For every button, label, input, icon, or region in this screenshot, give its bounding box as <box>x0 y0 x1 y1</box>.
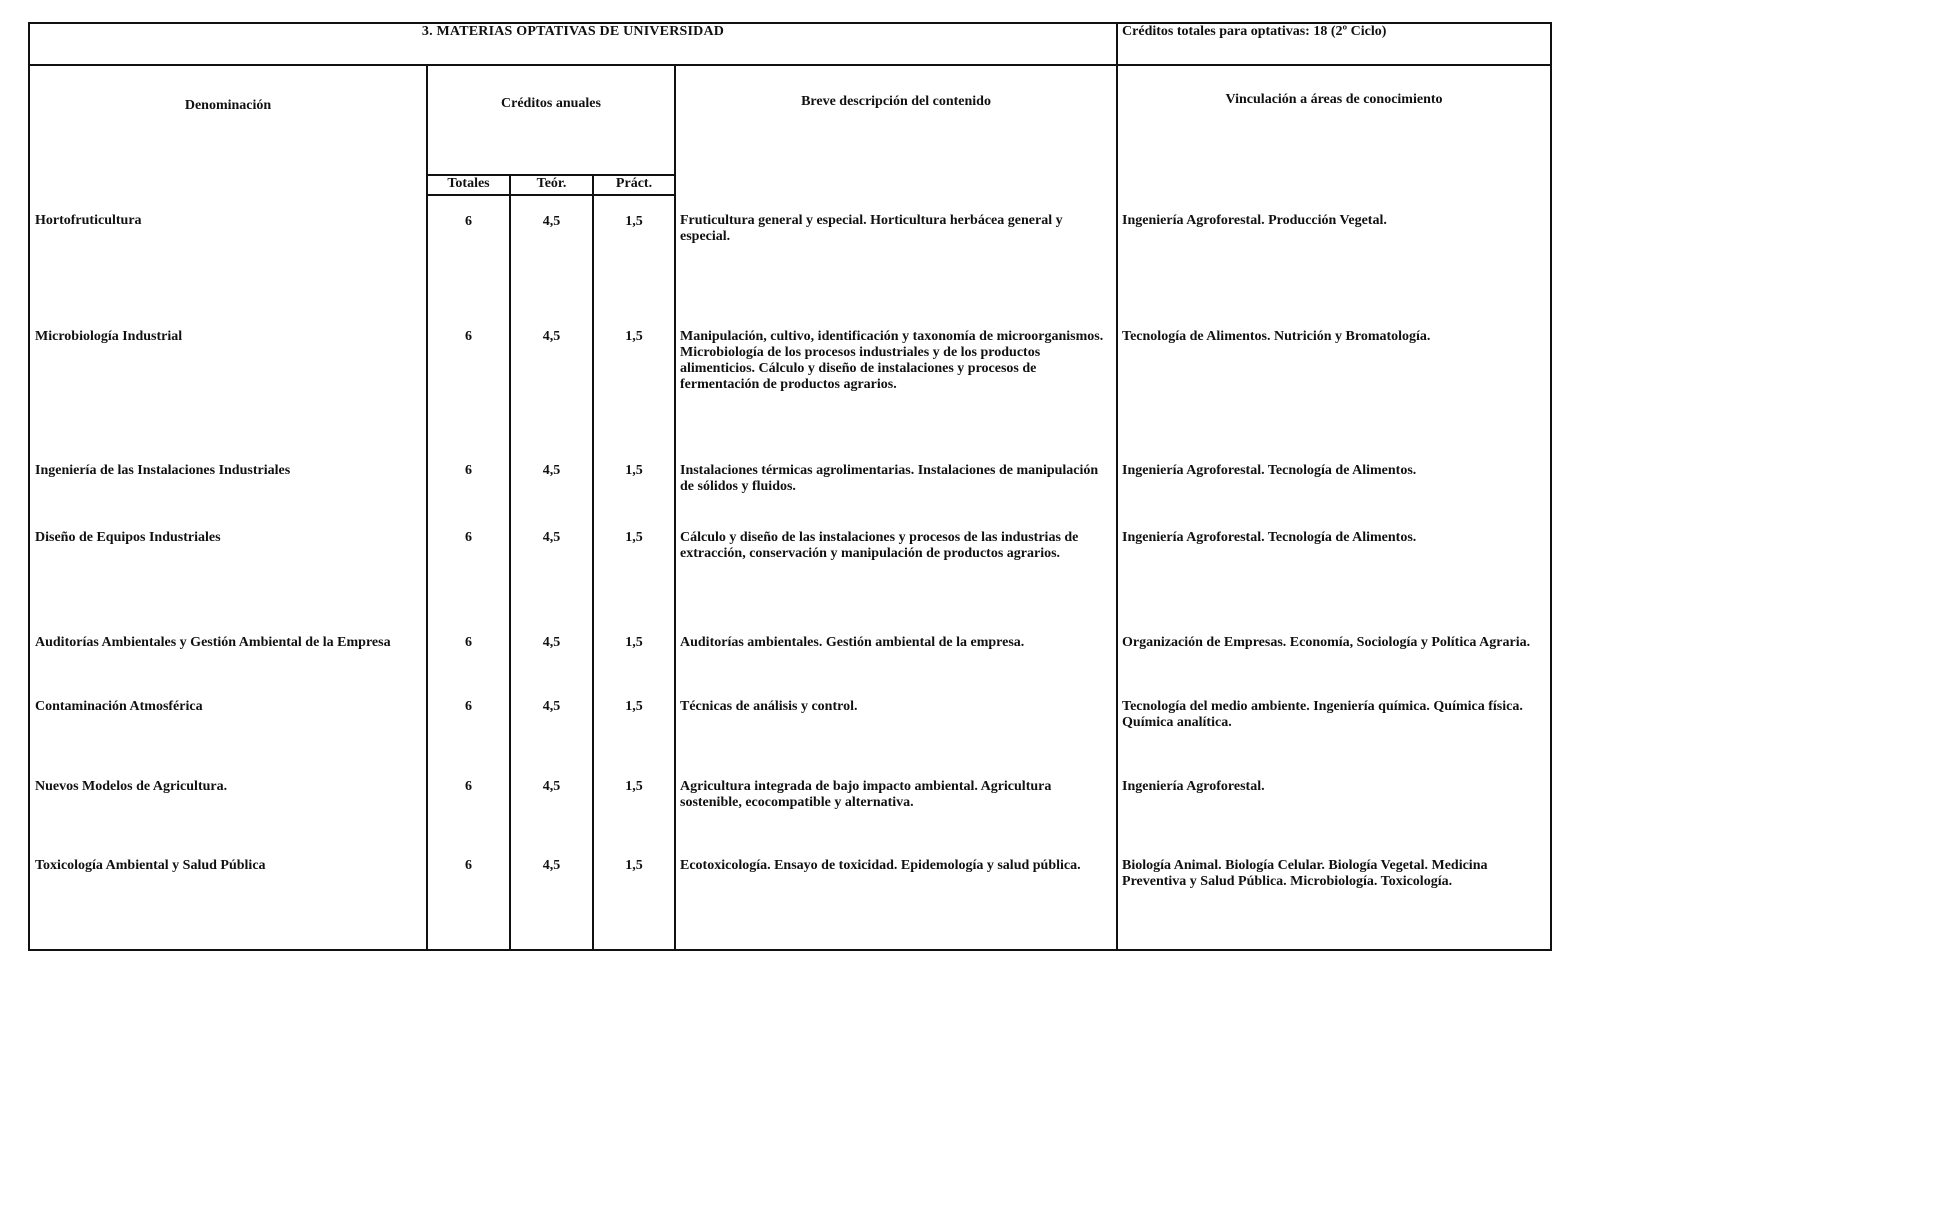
subject-description: Fruticultura general y especial. Horticultura herbácea general y especial. <box>675 195 1117 311</box>
credits-teor: 4,5 <box>510 840 593 950</box>
table-row <box>29 840 1551 950</box>
credits-totales: 6 <box>427 840 510 950</box>
knowledge-areas: Ingeniería Agroforestal. Tecnología de Alimentos. <box>1117 512 1551 617</box>
column-header-row <box>29 65 1551 175</box>
subject-name: Nuevos Modelos de Agricultura. <box>29 761 427 840</box>
credits-teor: 4,5 <box>510 761 593 840</box>
credits-teor: 4,5 <box>510 617 593 681</box>
subject-name: Diseño de Equipos Industriales <box>29 512 427 617</box>
subject-description: Cálculo y diseño de las instalaciones y procesos de las industrias de extracción, conservación y manipulación de productos agrarios. <box>675 512 1117 617</box>
table-row <box>29 681 1551 761</box>
table-row <box>29 617 1551 681</box>
header-totales: Totales <box>427 175 510 195</box>
credits-totales: 6 <box>427 617 510 681</box>
subject-rows <box>29 195 1551 950</box>
subject-description: Ecotoxicología. Ensayo de toxicidad. Epidemología y salud pública. <box>675 840 1117 950</box>
credits-teor: 4,5 <box>510 311 593 445</box>
header-descripcion: Breve descripción del contenido <box>675 65 1117 195</box>
knowledge-areas: Tecnología de Alimentos. Nutrición y Bromatología. <box>1117 311 1551 445</box>
subject-description: Manipulación, cultivo, identificación y taxonomía de microorganismos. Microbiología de los procesos industriales y de los productos alimenticios. Cálculo y diseño de instalaciones y procesos de fermentación de productos agrarios. <box>675 311 1117 445</box>
header-denominacion: Denominación <box>29 65 427 195</box>
subject-description: Técnicas de análisis y control. <box>675 681 1117 761</box>
credits-teor: 4,5 <box>510 512 593 617</box>
credits-totales: 6 <box>427 512 510 617</box>
credits-totales: 6 <box>427 311 510 445</box>
subject-name: Microbiología Industrial <box>29 311 427 445</box>
knowledge-areas: Organización de Empresas. Economía, Sociología y Política Agraria. <box>1117 617 1551 681</box>
knowledge-areas: Biología Animal. Biología Celular. Biología Vegetal. Medicina Preventiva y Salud Pública. Microbiología. Toxicología. <box>1117 840 1551 950</box>
subject-description: Instalaciones térmicas agrolimentarias. Instalaciones de manipulación de sólidos y fluidos. <box>675 445 1117 512</box>
credits-pract: 1,5 <box>593 445 675 512</box>
credits-pract: 1,5 <box>593 311 675 445</box>
subject-name: Toxicología Ambiental y Salud Pública <box>29 840 427 950</box>
credits-pract: 1,5 <box>593 840 675 950</box>
document-page <box>28 22 1550 944</box>
table-row <box>29 311 1551 445</box>
header-creditos-anuales: Créditos anuales <box>427 65 675 175</box>
table-row <box>29 195 1551 311</box>
knowledge-areas: Ingeniería Agroforestal. Producción Vegetal. <box>1117 195 1551 311</box>
optional-subjects-table <box>28 22 1552 951</box>
total-credits-label: Créditos totales para optativas: 18 (2º Ciclo) <box>1117 23 1551 65</box>
table-title: 3. MATERIAS OPTATIVAS DE UNIVERSIDAD <box>29 23 1117 65</box>
credits-teor: 4,5 <box>510 195 593 311</box>
subject-name: Contaminación Atmosférica <box>29 681 427 761</box>
credits-totales: 6 <box>427 761 510 840</box>
credits-teor: 4,5 <box>510 681 593 761</box>
subject-name: Hortofruticultura <box>29 195 427 311</box>
header-pract: Práct. <box>593 175 675 195</box>
credits-totales: 6 <box>427 195 510 311</box>
subject-description: Auditorías ambientales. Gestión ambiental de la empresa. <box>675 617 1117 681</box>
table-row <box>29 761 1551 840</box>
header-teor: Teór. <box>510 175 593 195</box>
table-title-row <box>29 23 1551 65</box>
knowledge-areas: Ingeniería Agroforestal. <box>1117 761 1551 840</box>
credits-pract: 1,5 <box>593 761 675 840</box>
table-row <box>29 445 1551 512</box>
knowledge-areas: Ingeniería Agroforestal. Tecnología de Alimentos. <box>1117 445 1551 512</box>
credits-pract: 1,5 <box>593 195 675 311</box>
subject-description: Agricultura integrada de bajo impacto ambiental. Agricultura sostenible, ecocompatible y alternativa. <box>675 761 1117 840</box>
credits-teor: 4,5 <box>510 445 593 512</box>
table-row <box>29 512 1551 617</box>
credits-pract: 1,5 <box>593 512 675 617</box>
credits-totales: 6 <box>427 445 510 512</box>
credits-totales: 6 <box>427 681 510 761</box>
subject-name: Auditorías Ambientales y Gestión Ambiental de la Empresa <box>29 617 427 681</box>
knowledge-areas: Tecnología del medio ambiente. Ingeniería química. Química física. Química analítica. <box>1117 681 1551 761</box>
subject-name: Ingeniería de las Instalaciones Industriales <box>29 445 427 512</box>
credits-pract: 1,5 <box>593 681 675 761</box>
header-vinculacion: Vinculación a áreas de conocimiento <box>1117 65 1551 195</box>
credits-pract: 1,5 <box>593 617 675 681</box>
